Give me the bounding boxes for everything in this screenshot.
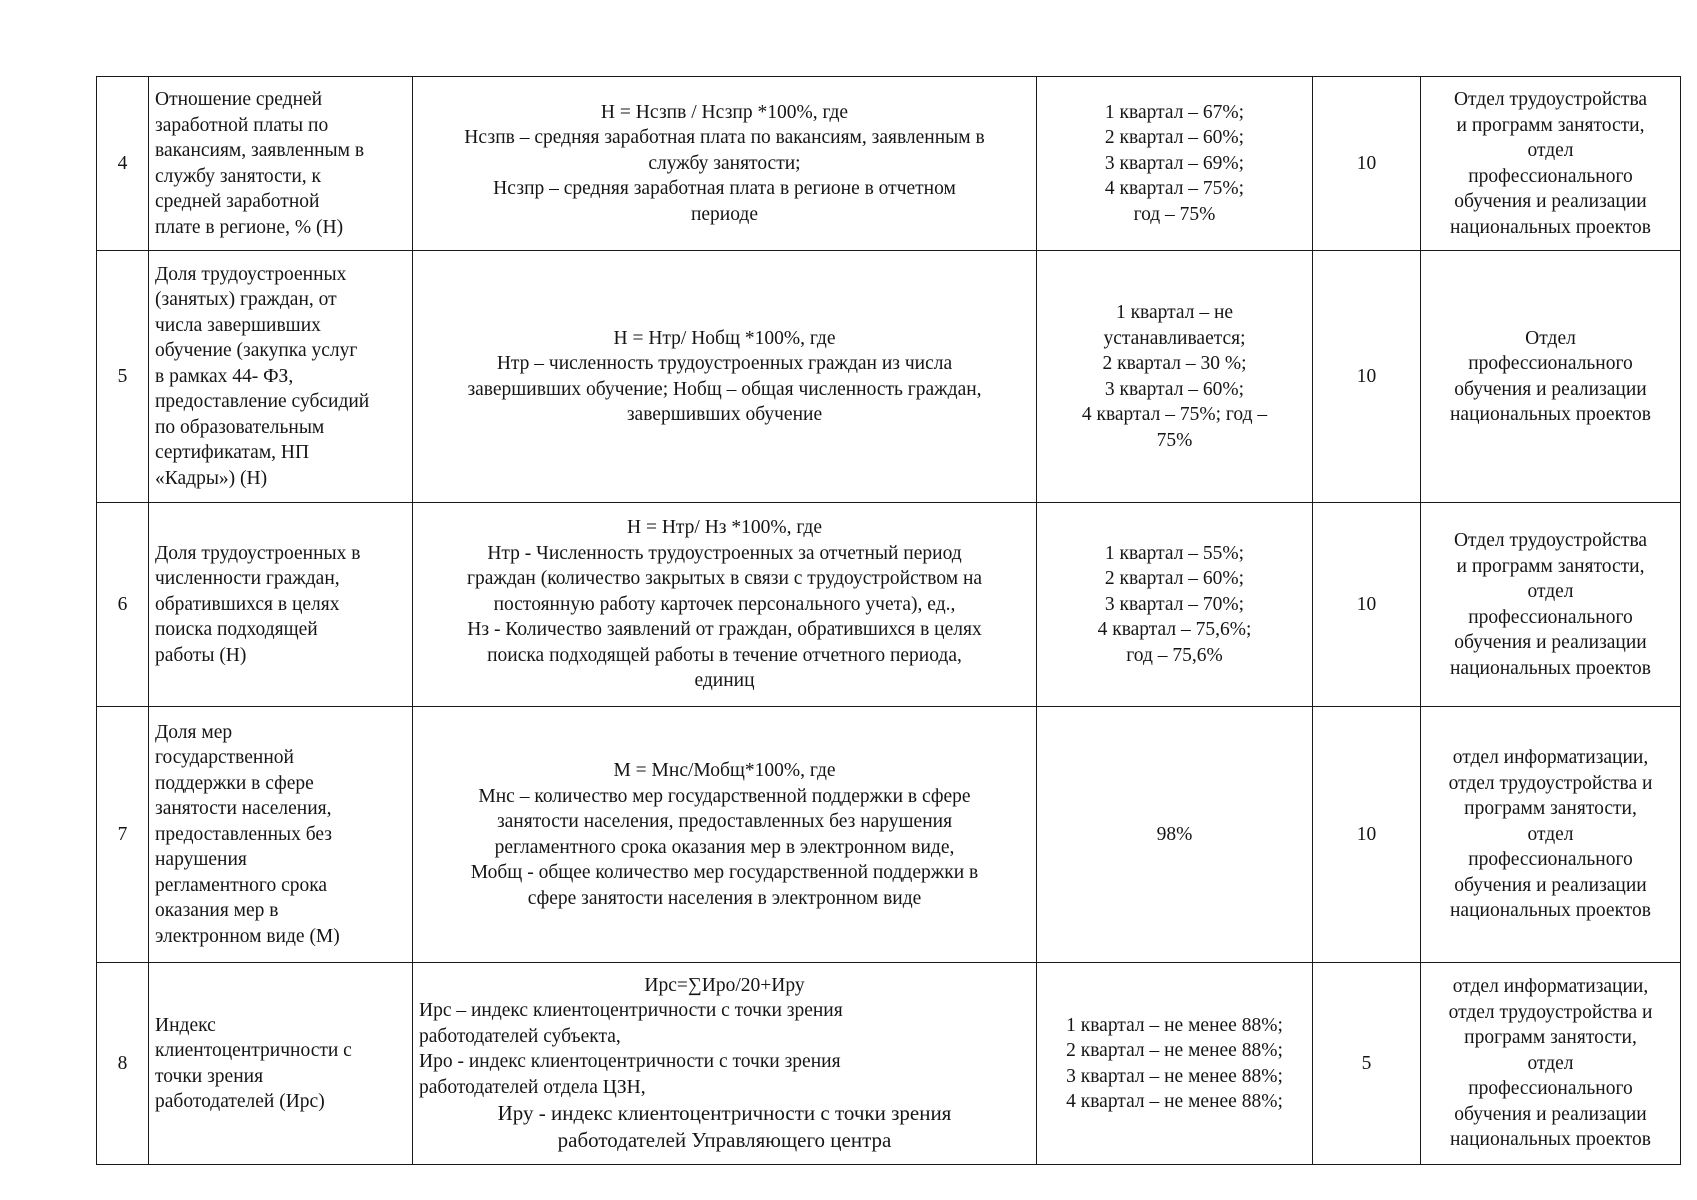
indicator-name-cell <box>149 707 413 963</box>
responsible-dept-cell <box>1421 503 1681 707</box>
formula-line: работодателей субъекта, <box>419 1025 621 1047</box>
row-number: 6 <box>97 503 149 707</box>
indicator-name-line: числа завершивших <box>155 314 321 336</box>
responsible-dept-line: профессионального <box>1468 353 1633 374</box>
responsible-dept-cell <box>1421 963 1681 1165</box>
indicator-name-line: численности граждан, <box>155 568 340 590</box>
row-number: 4 <box>97 77 149 251</box>
indicator-name-cell <box>149 77 413 251</box>
plan-value-line: устанавливается; <box>1103 327 1246 349</box>
responsible-dept-cell <box>1421 707 1681 963</box>
responsible-dept-line: национальных проектов <box>1449 900 1652 922</box>
responsible-dept-line: национальных проектов <box>1449 404 1652 425</box>
indicator-name-line: предоставление субсидий <box>155 391 370 413</box>
plan-value-line: 1 квартал – не <box>1115 302 1234 323</box>
plan-value-line: 4 квартал – 75%; <box>1104 178 1245 200</box>
plan-values-cell <box>1037 251 1313 503</box>
responsible-dept-line: национальных проектов <box>1449 1129 1652 1151</box>
responsible-dept-line: отдел трудоустройства и <box>1448 1001 1653 1023</box>
indicator-name-line: Отношение средней <box>155 89 323 110</box>
plan-value-line: 2 квартал – 30 %; <box>1102 353 1247 374</box>
formula-line: Н = Нтр/ Нобщ *100%, где <box>613 327 836 349</box>
plan-value-line: год – 75% <box>1133 203 1216 225</box>
responsible-dept-line: программ занятости, <box>1464 1027 1637 1049</box>
indicator-name-line: Доля трудоустроенных в <box>155 542 361 564</box>
responsible-dept-line: Отдел трудоустройства <box>1453 89 1648 110</box>
responsible-dept-line: профессионального <box>1468 165 1633 187</box>
formula-line: завершивших обучение <box>626 404 823 425</box>
weight-cell: 10 <box>1313 707 1421 963</box>
responsible-dept-line: Отдел трудоустройства <box>1453 530 1648 551</box>
indicators-table-body <box>97 77 1681 1165</box>
formula-line: периоде <box>690 203 759 225</box>
indicator-name-line: электронном виде (М) <box>155 925 340 947</box>
indicator-name-line: обучение (закупка услуг <box>155 340 358 362</box>
formula-line: Нз - Количество заявлений от граждан, обратившихся в целях <box>467 619 982 641</box>
formula-line: поиска подходящей работы в течение отчетного периода, <box>487 644 962 666</box>
responsible-dept-line: обучения и реализации <box>1454 874 1647 896</box>
formula-line: Нтр – численность трудоустроенных граждан из числа <box>496 353 953 374</box>
indicator-name-line: предоставленных без <box>155 823 333 845</box>
formula-line: работодателей отдела ЦЗН, <box>419 1076 646 1098</box>
responsible-dept-line: Отдел <box>1525 327 1576 349</box>
weight-cell: 5 <box>1313 963 1421 1165</box>
plan-values-cell <box>1037 963 1313 1165</box>
indicator-name-line: плате в регионе, % (Н) <box>155 216 344 238</box>
responsible-dept-line: программ занятости, <box>1464 798 1637 820</box>
responsible-dept-line: национальных проектов <box>1449 216 1652 238</box>
responsible-dept-line: и программ занятости, <box>1456 555 1645 577</box>
indicator-name-line: заработной платы по <box>155 114 329 136</box>
plan-value-line: 2 квартал – не менее 88%; <box>1066 1040 1283 1061</box>
plan-values-cell <box>1037 503 1313 707</box>
indicator-name-cell <box>149 963 413 1165</box>
plan-value-line: год – 75,6% <box>1126 644 1223 666</box>
plan-value-line: 3 квартал – 69%; <box>1104 152 1245 174</box>
formula-line: Н = Нтр/ Нз *100%, где <box>627 517 822 539</box>
formula-line: завершивших обучение; Нобщ – общая численность граждан, <box>467 378 982 400</box>
responsible-dept-line: отдел <box>1527 1052 1574 1074</box>
responsible-dept-line: профессионального <box>1468 849 1633 871</box>
row-number: 5 <box>97 251 149 503</box>
formula-line: Нсзпр – средняя заработная плата в регионе в отчетном <box>493 178 956 200</box>
responsible-dept-line: обучения и реализации <box>1454 1103 1647 1125</box>
plan-value-line: 3 квартал – не менее 88%; <box>1066 1065 1283 1087</box>
indicator-name-line: регламентного срока <box>155 874 328 896</box>
indicator-name-line: работодателей (Ирс) <box>155 1091 325 1112</box>
plan-value-line: 1 квартал – 55%; <box>1104 542 1245 564</box>
weight-cell: 10 <box>1313 503 1421 707</box>
weight-cell: 10 <box>1313 251 1421 503</box>
formula-line: Нтр - Численность трудоустроенных за отчетный период <box>487 542 962 564</box>
indicator-name-line: государственной <box>155 747 294 769</box>
row-number: 8 <box>97 963 149 1165</box>
indicator-name-line: точки зрения <box>155 1065 264 1087</box>
indicator-name-line: по образовательным <box>155 416 325 438</box>
indicator-name-line: нарушения <box>155 849 247 871</box>
indicator-name-line: занятости населения, <box>155 798 332 820</box>
indicator-name-cell <box>149 251 413 503</box>
formula-line: регламентного срока оказания мер в электронном виде, <box>494 836 955 858</box>
row-number: 7 <box>97 707 149 963</box>
indicator-name-line: обратившихся в целях <box>155 593 340 615</box>
table-row <box>97 77 1681 251</box>
plan-value-line: 3 квартал – 60%; <box>1104 378 1245 400</box>
formula-line: работодателей Управляющего центра <box>557 1128 892 1153</box>
formula-line: Мобщ - общее количество мер государственной поддержки в <box>470 862 979 883</box>
plan-value-line: 2 квартал – 60%; <box>1104 568 1245 590</box>
weight-cell: 10 <box>1313 77 1421 251</box>
table-row <box>97 503 1681 707</box>
plan-values-cell <box>1037 707 1313 963</box>
indicator-name-line: оказания мер в <box>155 900 279 922</box>
indicators-table <box>96 76 1681 1165</box>
indicator-name-line: в рамках 44- ФЗ, <box>155 365 294 387</box>
plan-value-line: 1 квартал – 67%; <box>1104 101 1245 123</box>
formula-line: Иро - индекс клиентоцентричности с точки зрения <box>419 1051 841 1073</box>
indicator-name-line: «Кадры») (Н) <box>155 467 268 489</box>
responsible-dept-line: профессионального <box>1468 1078 1633 1100</box>
responsible-dept-line: обучения и реализации <box>1454 378 1647 400</box>
indicator-name-line: Доля мер <box>155 721 233 743</box>
indicator-name-cell <box>149 503 413 707</box>
formula-line: Н = Нсзпв / Нсзпр *100%, где <box>600 101 849 123</box>
formula-line: Иру - индекс клиентоцентричности с точки зрения <box>497 1101 952 1126</box>
responsible-dept-line: отдел трудоустройства и <box>1448 772 1653 794</box>
formula-line: М = Мнс/Мобщ*100%, где <box>613 760 836 781</box>
responsible-dept-line: обучения и реализации <box>1454 632 1647 653</box>
formula-line: единиц <box>694 670 755 692</box>
responsible-dept-cell <box>1421 251 1681 503</box>
indicator-name-line: сертификатам, НП <box>155 442 310 464</box>
indicator-name-line: Доля трудоустроенных <box>155 263 347 285</box>
plan-value-line: 3 квартал – 70%; <box>1104 593 1245 615</box>
responsible-dept-line: отдел <box>1527 581 1574 602</box>
indicator-name-line: работы (Н) <box>155 644 247 666</box>
responsible-dept-line: национальных проектов <box>1449 657 1652 679</box>
indicator-name-line: вакансиям, заявленным в <box>155 140 365 161</box>
formula-cell <box>413 707 1037 963</box>
formula-line: Ирс – индекс клиентоцентричности с точки зрения <box>419 1000 843 1022</box>
responsible-dept-cell <box>1421 77 1681 251</box>
responsible-dept-line: и программ занятости, <box>1456 114 1645 136</box>
indicator-name-line: поддержки в сфере <box>155 772 314 794</box>
formula-line: службу занятости; <box>648 152 801 174</box>
formula-line: граждан (количество закрытых в связи с трудоустройством на <box>466 568 983 590</box>
responsible-dept-line: отдел <box>1527 140 1574 161</box>
table-row <box>97 251 1681 503</box>
formula-cell <box>413 503 1037 707</box>
formula-cell <box>413 963 1037 1165</box>
responsible-dept-line: отдел информатизации, <box>1452 976 1649 998</box>
responsible-dept-line: обучения и реализации <box>1454 191 1647 212</box>
formula-cell <box>413 77 1037 251</box>
responsible-dept-line: отдел <box>1527 823 1574 845</box>
plan-values-cell <box>1037 77 1313 251</box>
table-row <box>97 707 1681 963</box>
formula-line: Нсзпв – средняя заработная плата по вакансиям, заявленным в <box>464 127 985 149</box>
indicator-name-line: средней заработной <box>155 191 320 212</box>
responsible-dept-line: отдел информатизации, <box>1452 747 1649 769</box>
plan-value-line: 2 квартал – 60%; <box>1104 127 1245 149</box>
formula-line: Мнс – количество мер государственной поддержки в сфере <box>478 785 971 807</box>
formula-line: Ирс=∑Иро/20+Иру <box>644 974 805 996</box>
indicator-name-line: поиска подходящей <box>155 619 318 641</box>
plan-value-line: 4 квартал – не менее 88%; <box>1066 1091 1283 1112</box>
formula-line: постоянную работу карточек персонального учета), ед., <box>493 593 956 615</box>
formula-line: занятости населения, предоставленных без нарушения <box>496 811 953 832</box>
plan-value-line: 75% <box>1156 429 1193 451</box>
indicator-name-line: клиентоцентричности с <box>155 1040 352 1061</box>
formula-cell <box>413 251 1037 503</box>
responsible-dept-line: профессионального <box>1468 606 1633 628</box>
formula-line: сфере занятости населения в электронном виде <box>527 887 922 909</box>
plan-value-line: 98% <box>1156 823 1193 845</box>
indicator-name-line: Индекс <box>155 1014 216 1036</box>
indicator-name-line: (занятых) граждан, от <box>155 289 337 311</box>
indicator-name-line: службу занятости, к <box>155 165 321 187</box>
plan-value-line: 4 квартал – 75,6%; <box>1097 619 1252 641</box>
table-row <box>97 963 1681 1165</box>
plan-value-line: 1 квартал – не менее 88%; <box>1066 1014 1283 1036</box>
plan-value-line: 4 квартал – 75%; год – <box>1081 404 1268 425</box>
